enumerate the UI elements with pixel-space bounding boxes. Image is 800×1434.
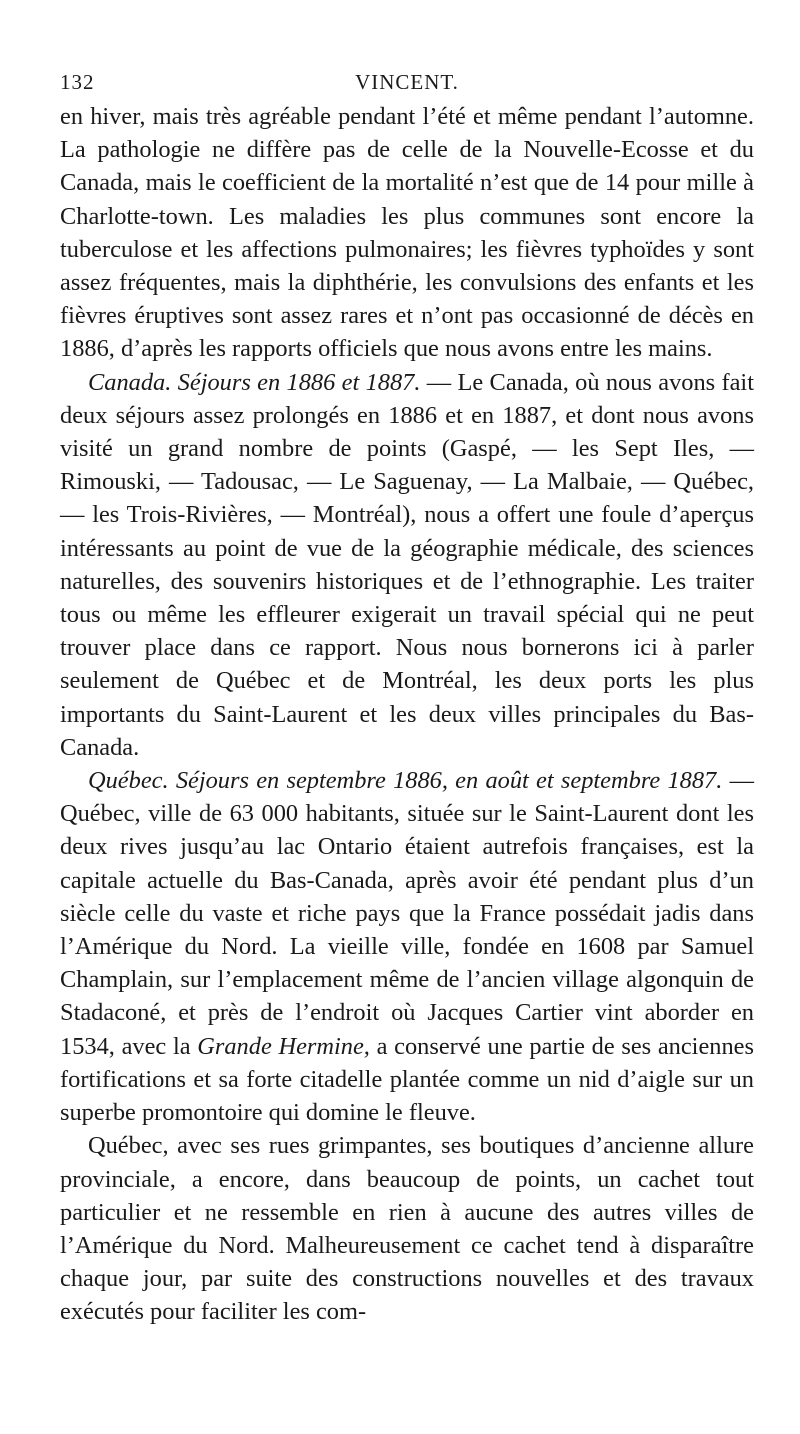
ship-name: Grande Hermine, (197, 1032, 370, 1060)
page-number: 132 (60, 70, 95, 94)
paragraph-quebec-city: Québec, avec ses rues grimpantes, ses boutiques d’ancienne allure provinciale, a encore, dans beaucoup de points, un cachet tout particulier et ne ressemble en rien à aucune des autres villes de l’Amérique du Nord. Malheureusement ce cachet tend à disparaître chaque jour, par suite des constructions nouvelles et des travaux exécutés pour faciliter les com- (60, 1132, 754, 1326)
paragraph-canada (60, 366, 754, 764)
paragraph-pathologie: en hiver, mais très agréable pendant l’été et même pendant l’automne. La pathologie ne diffère pas de celle de la Nouvelle-Ecosse et du Canada, mais le coefficient de la mortalité n’est que de 14 pour mille à Charlotte-town. Les maladies les plus communes sont encore la tuberculose et les affections pulmonaires; les fièvres typhoïdes y sont assez fréquentes, mais la diphthérie, les convulsions des enfants et les fièvres éruptives sont assez rares et n’ont pas occasionné de décès en 1886, d’après les rapports officiels que nous avons entre les mains. (60, 103, 754, 363)
running-head: VINCENT. (355, 70, 459, 94)
body-text (60, 100, 754, 1329)
paragraph-quebec-text-end: a conservé une partie de ses anciennes fortifications et sa forte citadelle plantée comme un nid d’aigle sur un superbe promontoire qui domine le fleuve. (60, 1032, 754, 1127)
paragraph-quebec (60, 764, 754, 1129)
paragraph-quebec-text: — Québec, ville de 63 000 habitants, située sur le Saint-Laurent dont les deux rives jusqu’au lac Ontario étaient autrefois françaises, est la capitale actuelle du Bas-Canada, après avoir été pendant plus d’un siècle celle du vaste et riche pays que la France possédait jadis dans l’Amérique du Nord. La vieille ville, fondée en 1608 par Samuel Champlain, sur l’emplacement même de l’ancien village algonquin de Stadaconé, et près de l’endroit où Jacques Cartier vint aborder en 1534, avec la (60, 767, 754, 1060)
section-heading-quebec: Québec. Séjours en septembre 1886, en août et septembre 1887. (88, 767, 723, 795)
paragraph-canada-text: — Le Canada, où nous avons fait deux séjours assez prolongés en 1886 et en 1887, et dont nous avons visité un grand nombre de points (Gaspé, — les Sept Iles, — Rimouski, — Tadousac, — Le Saguenay, — La Malbaie, — Québec, — les Trois-Rivières, — Montréal), nous a offert une foule d’aperçus intéressants au point de vue de la géographie médicale, des sciences naturelles, des souvenirs historiques et de l’ethnographie. Les traiter tous ou même les effleurer exigerait un travail spécial qui ne peut trouver place dans ce rapport. Nous nous bornerons ici à parler seulement de Québec et de Montréal, les deux ports les plus importants du Saint-Laurent et les deux villes principales du Bas-Canada. (60, 368, 754, 761)
book-page (60, 62, 754, 1329)
section-heading-canada: Canada. Séjours en 1886 et 1887. (88, 368, 421, 396)
page-header (60, 62, 754, 100)
